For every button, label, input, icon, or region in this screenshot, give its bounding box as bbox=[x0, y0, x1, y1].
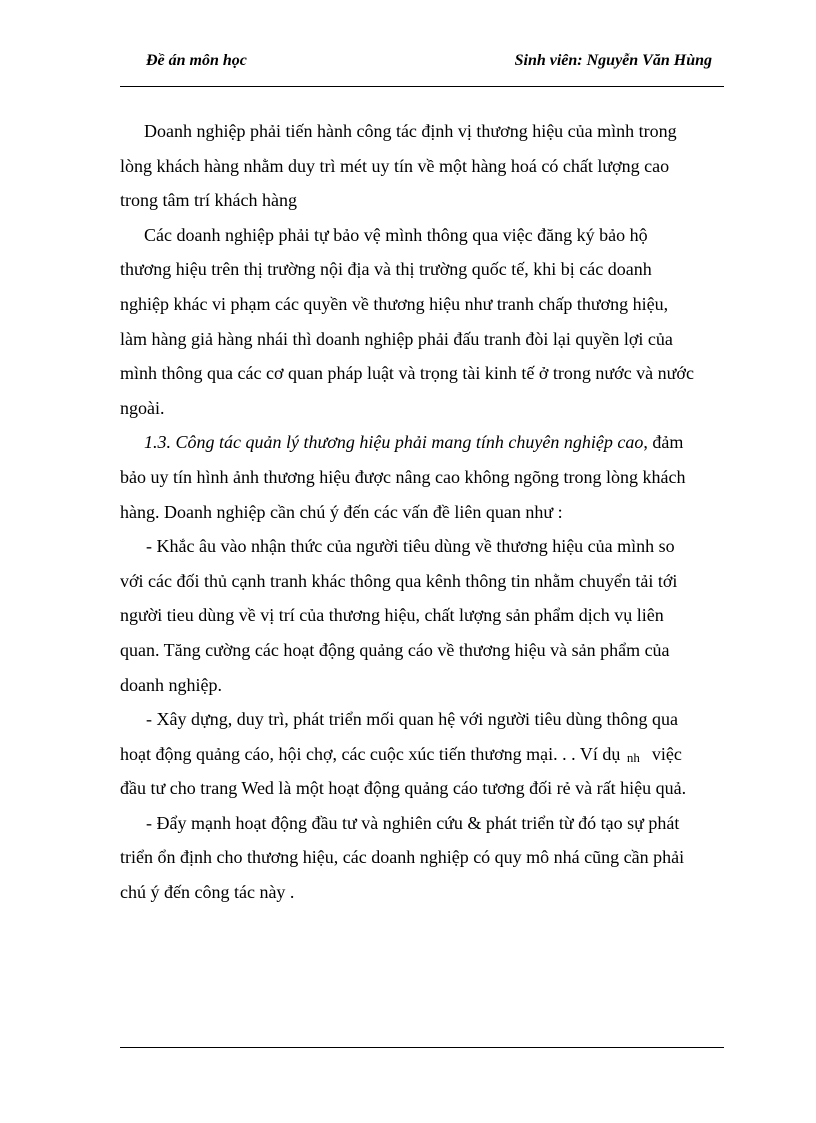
header-divider bbox=[120, 86, 724, 87]
text-line: hàng. Doanh nghiệp cần chú ý đến các vấn đề liên quan như : bbox=[120, 501, 563, 522]
section-heading: 1.3. Công tác quản lý thương hiệu phải mang tính chuyên nghiệp cao bbox=[144, 432, 644, 453]
document-body bbox=[120, 114, 724, 910]
text-fragment-after: việc bbox=[651, 743, 682, 764]
text-line: thương hiệu trên thị trường nội địa và thị trường quốc tế, khi bị các doanh bbox=[120, 259, 652, 280]
bullet-line: - Xây dựng, duy trì, phát triển mối quan hệ với người tiêu dùng thông qua bbox=[146, 709, 678, 730]
bullet-line: - Đẩy mạnh hoạt động đầu tư và nghiên cứu & phát triển từ đó tạo sự phát bbox=[146, 812, 680, 833]
section-heading-continuation: , đảm bbox=[643, 432, 684, 453]
text-line: triển ổn định cho thương hiệu, các doanh nghiệp có quy mô nhá cũng cần phải bbox=[120, 847, 685, 868]
header-course-title: Đề án môn học bbox=[146, 52, 247, 69]
text-line: chú ý đến công tác này . bbox=[120, 882, 295, 903]
text-line: lòng khách hàng nhằm duy trì mét uy tín về một hàng hoá có chất lượng cao bbox=[120, 155, 670, 176]
text-line: đầu tư cho trang Wed là một hoạt động quảng cáo tương đối rẻ và rất hiệu quả. bbox=[120, 778, 687, 799]
text-line: mình thông qua các cơ quan pháp luật và trọng tài kinh tế ở trong nước và nước bbox=[120, 363, 694, 384]
text-line: doanh nghiệp. bbox=[120, 674, 222, 695]
header-student-name: Sinh viên: Nguyễn Văn Hùng bbox=[514, 52, 712, 69]
text-line: với các đối thủ cạnh tranh khác thông qua kênh thông tin nhằm chuyển tải tới bbox=[120, 570, 678, 591]
bullet-line: - Khắc âu vào nhận thức của người tiêu dùng về thương hiệu của mình so bbox=[146, 536, 675, 557]
text-line: ngoài. bbox=[120, 397, 165, 418]
text-line: trong tâm trí khách hàng bbox=[120, 190, 297, 211]
small-text-fragment: nh bbox=[626, 749, 640, 765]
text-line: làm hàng giả hàng nhái thì doanh nghiệp phải đấu tranh đòi lại quyền lợi của bbox=[120, 328, 673, 349]
text-line: quan. Tăng cường các hoạt động quảng cáo về thương hiệu và sản phẩm của bbox=[120, 639, 670, 660]
text-line: Các doanh nghiệp phải tự bảo vệ mình thông qua việc đăng ký bảo hộ bbox=[144, 224, 648, 245]
text-line-with-fragment bbox=[120, 737, 724, 772]
text-fragment-before: hoạt động quảng cáo, hội chợ, các cuộc xúc tiến thương mại. . . Ví dụ bbox=[120, 743, 621, 764]
page-header bbox=[120, 50, 724, 74]
text-line: Doanh nghiệp phải tiến hành công tác định vị thương hiệu của mình trong bbox=[144, 121, 677, 141]
footer-divider bbox=[120, 1047, 724, 1048]
text-line: người tieu dùng về vị trí của thương hiệu, chất lượng sản phẩm dịch vụ liên bbox=[120, 605, 664, 626]
section-heading-line bbox=[120, 425, 724, 460]
text-line: nghiệp khác vi phạm các quyền về thương hiệu như tranh chấp thương hiệu, bbox=[120, 293, 669, 314]
text-line: bảo uy tín hình ảnh thương hiệu được nâng cao không ngõng trong lòng khách bbox=[120, 466, 686, 487]
